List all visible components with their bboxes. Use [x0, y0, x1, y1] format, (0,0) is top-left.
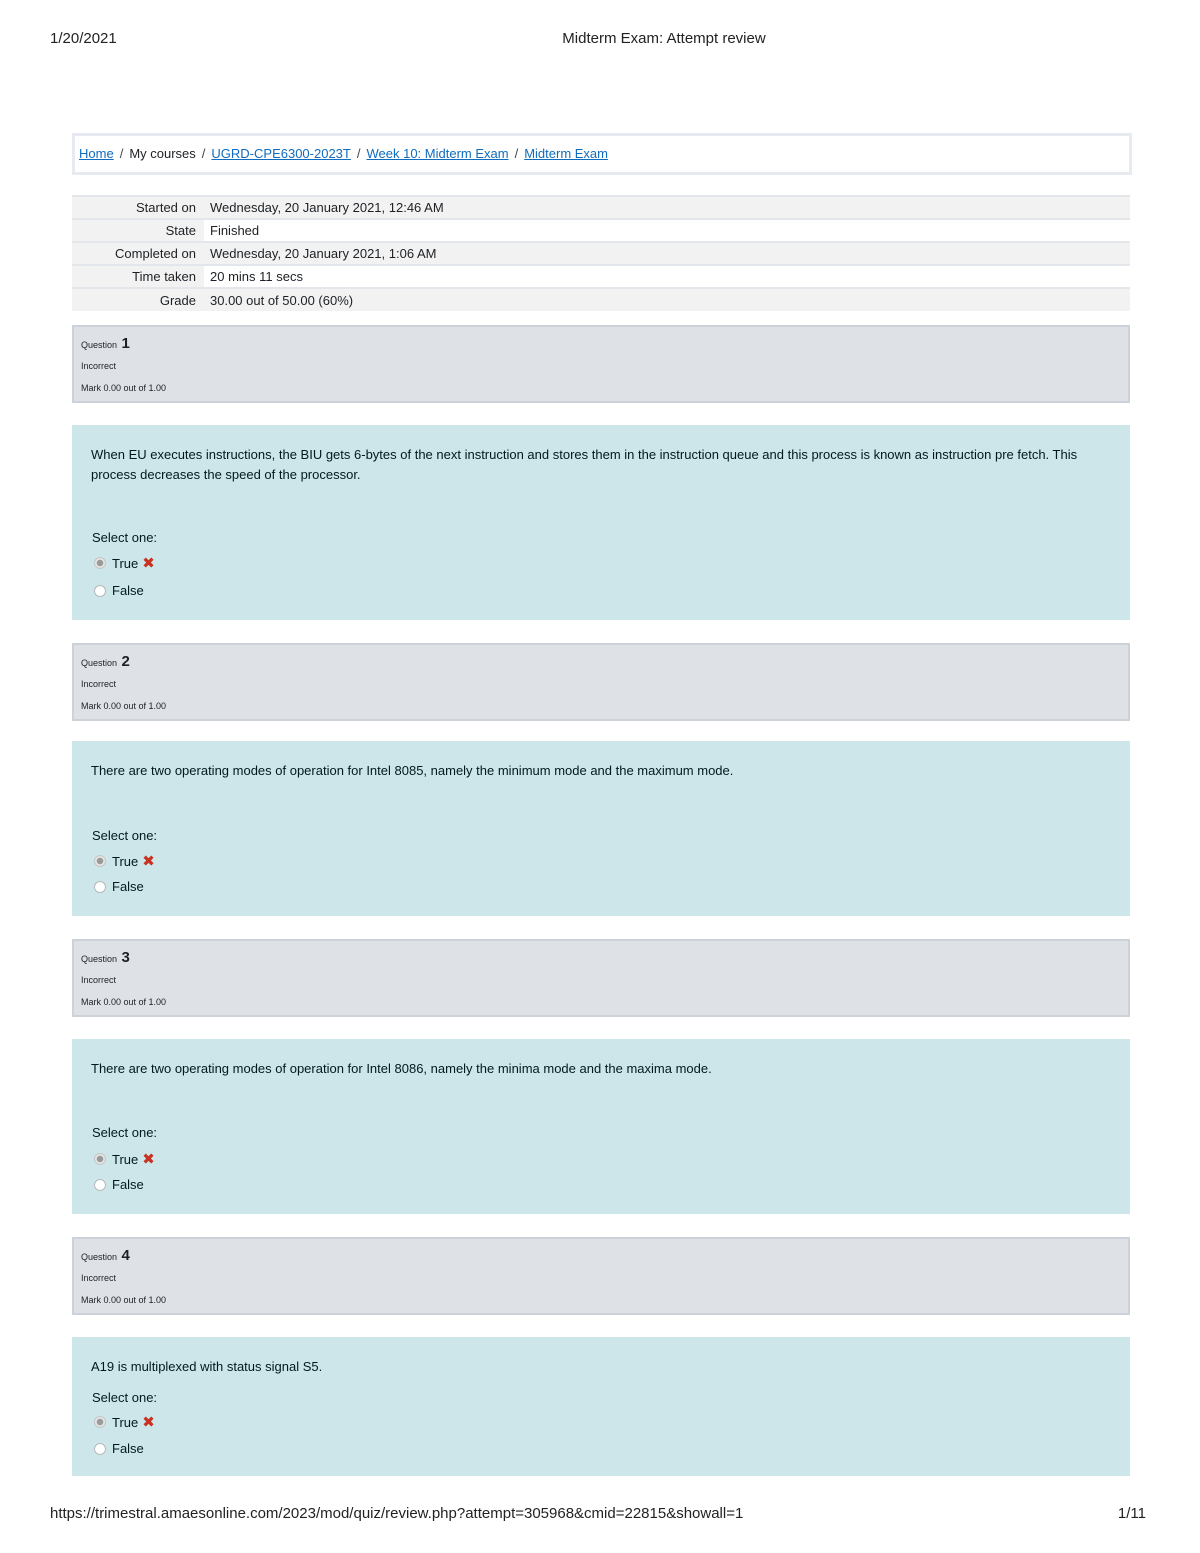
summary-value: Wednesday, 20 January 2021, 12:46 AM [210, 200, 444, 215]
question-grade: Mark 0.00 out of 1.00 [81, 1295, 167, 1305]
radio-button[interactable] [94, 1153, 106, 1165]
summary-row [72, 242, 1130, 265]
radio-button[interactable] [94, 855, 106, 867]
select-one-prompt: Select one: [92, 530, 158, 545]
question-number: Question 1 [81, 335, 130, 352]
summary-label: Grade [72, 288, 204, 311]
radio-button[interactable] [94, 881, 106, 893]
question-grade: Mark 0.00 out of 1.00 [81, 997, 167, 1007]
question-info [72, 325, 1130, 403]
print-date: 1/20/2021 [50, 30, 117, 47]
summary-row [72, 219, 1130, 242]
breadcrumb-section[interactable]: Week 10: Midterm Exam [366, 146, 509, 161]
summary-label: Completed on [72, 242, 204, 265]
summary-value: 20 mins 11 secs [210, 269, 303, 284]
summary-label: Started on [72, 196, 204, 219]
summary-row [72, 265, 1130, 288]
question-text: There are two operating modes of operation for Intel 8086, namely the minima mode and the maxima mode. [91, 1061, 712, 1076]
answer-option-false[interactable]: False [94, 583, 144, 598]
question-info [72, 939, 1130, 1017]
radio-button[interactable] [94, 1416, 106, 1428]
print-footer [0, 1505, 1200, 1525]
cross-icon: ✖ [142, 1151, 155, 1168]
question-state: Incorrect [81, 1273, 117, 1283]
question-content [72, 1039, 1130, 1214]
question-number: Question 2 [81, 653, 130, 670]
select-one-prompt: Select one: [92, 828, 158, 843]
question-info [72, 643, 1130, 721]
print-title: Midterm Exam: Attempt review [562, 30, 766, 47]
radio-button[interactable] [94, 1179, 106, 1191]
question-text: When EU executes instructions, the BIU gets 6-bytes of the next instruction and stores them in the instruction queue and this process is known as instruction pre fetch. This process decreases the speed of the processor. [91, 447, 1078, 482]
question-content [72, 1337, 1130, 1476]
cross-icon: ✖ [142, 555, 155, 572]
question-number: Question 4 [81, 1247, 130, 1264]
question-state: Incorrect [81, 679, 117, 689]
summary-row [72, 288, 1130, 311]
cross-icon: ✖ [142, 853, 155, 870]
question-text: There are two operating modes of operation for Intel 8085, namely the minimum mode and the maximum mode. [91, 763, 734, 778]
print-header [0, 30, 1200, 50]
breadcrumb: Home / My courses / UGRD-CPE6300-2023T / Week 10: Midterm Exam / Midterm Exam [72, 133, 1132, 175]
radio-button[interactable] [94, 1443, 106, 1455]
select-one-prompt: Select one: [92, 1390, 158, 1405]
breadcrumb-home[interactable]: Home [79, 146, 114, 161]
question-content [72, 741, 1130, 916]
question-info [72, 1237, 1130, 1315]
question-state: Incorrect [81, 361, 117, 371]
breadcrumb-quiz[interactable]: Midterm Exam [524, 146, 608, 161]
question-text: A19 is multiplexed with status signal S5. [91, 1359, 323, 1374]
summary-value: 30.00 out of 50.00 (60%) [210, 292, 354, 308]
question-state: Incorrect [81, 975, 117, 985]
radio-button[interactable] [94, 585, 106, 597]
summary-label: State [72, 219, 204, 242]
question-grade: Mark 0.00 out of 1.00 [81, 701, 167, 711]
attempt-summary [72, 195, 1130, 311]
answer-option-true[interactable]: True ✖ [94, 1150, 155, 1168]
page-number: 1/11 [1117, 1505, 1146, 1522]
summary-value: Wednesday, 20 January 2021, 1:06 AM [210, 246, 437, 261]
answer-option-true[interactable]: True ✖ [94, 554, 155, 572]
print-url: https://trimestral.amaesonline.com/2023/mod/quiz/review.php?attempt=305968&cmid=22815&showall=1 [50, 1505, 744, 1522]
answer-option-true[interactable]: True ✖ [94, 852, 155, 870]
answer-option-false[interactable]: False [94, 1177, 144, 1192]
answer-option-true[interactable]: True ✖ [94, 1413, 155, 1431]
summary-row [72, 196, 1130, 219]
answer-option-false[interactable]: False [94, 1441, 144, 1456]
breadcrumb-my-courses: My courses [129, 146, 196, 161]
select-one-prompt: Select one: [92, 1125, 158, 1140]
summary-value: Finished [210, 223, 260, 238]
radio-button[interactable] [94, 557, 106, 569]
answer-option-false[interactable]: False [94, 879, 144, 894]
question-content [72, 425, 1130, 620]
breadcrumb-course[interactable]: UGRD-CPE6300-2023T [211, 146, 351, 161]
cross-icon: ✖ [142, 1414, 155, 1431]
summary-label: Time taken [72, 265, 204, 288]
question-number: Question 3 [81, 949, 130, 966]
question-grade: Mark 0.00 out of 1.00 [81, 383, 167, 393]
